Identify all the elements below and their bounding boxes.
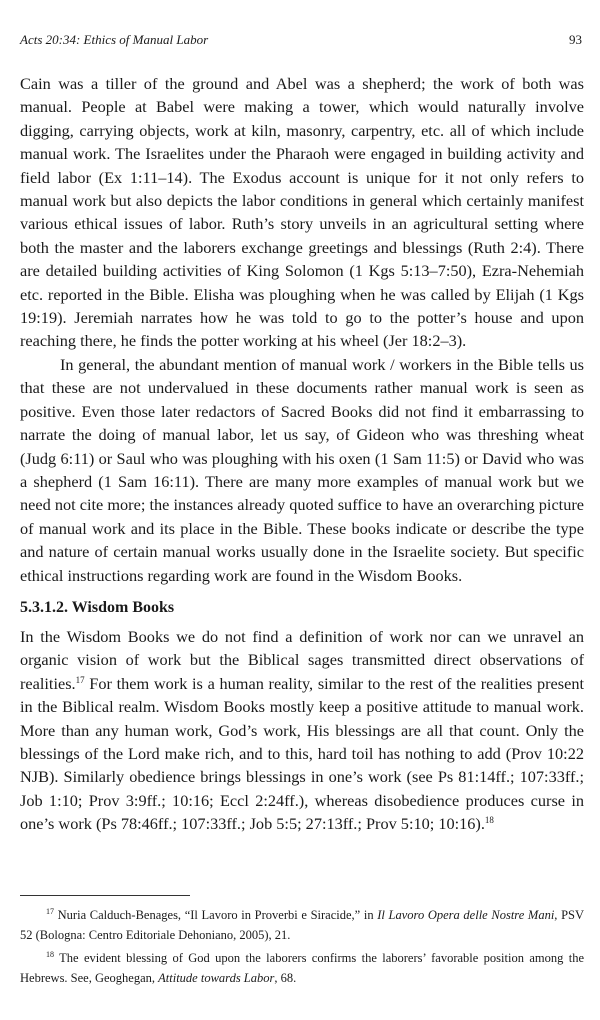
footnote-title: Il Lavoro Opera delle Nostre Mani [377,908,555,922]
page-number: 93 [569,32,582,47]
paragraph [20,625,584,836]
running-header [20,32,582,48]
paragraph: In general, the abundant mention of manual work / workers in the Bible tells us that these are not undervalued in these documents rather manual work is seen as positive. Even those later redactors of Sacred Books did not find it embarrassing to narrate the doing of manual labor, let us say, of Gideon who was threshing wheat (Judg 6:11) or Saul who was ploughing with his oxen (1 Sam 11:5) or David who was a shepherd (1 Sam 16:11). There are many more examples of manual work but we need not cite more; the instances already quoted suffice to have an overarching picture of manual work and its place in the Bible. These books indicate or describe the type and nature of certain manual works usually done in the Israelite society. But specific ethical instructions regarding work are found in the Wisdom Books. [20,354,584,585]
paragraph: Cain was a tiller of the ground and Abel was a shepherd; the work of both was manual. People at Babel were making a tower, which would naturally involve digging, carrying objects, work at kiln, masonry, carpentry, etc. all of which include manual work. The Israelites under the Pharaoh were engaged in building activity and field labor (Ex 1:11–14). The Exodus account is unique for it not only refers to manual work but also depicts the labor conditions in general which certainly manifest various ethical issues of labor. Ruth’s story unveils in an agricultural setting where both the master and the laborers exchange greetings and blessings (Ruth 2:4). There are detailed building activities of King Solomon (1 Kgs 5:13–7:50), Ezra-Nehemiah etc. reported in the Bible. Elisha was ploughing when he was called by Elijah (1 Kgs 19:19). Jeremiah narrates how he was told to go to the potter’s house and upon reaching there, he finds the potter working at his wheel (Jer 18:2–3). [20,74,584,351]
footnote-divider [20,895,190,896]
footnote-number: 17 [46,907,54,916]
paragraph-text: For them work is a human reality, similar to the rest of the realities present in the Biblical realm. Wisdom Books mostly keep a positive attitude to manual work. More than any human work, God’s work, His blessings are all that count. Only the blessings of the Lord make rich, and to this, hard toil has nothing to add (Prov 10:22 NJB). Similarly obedience brings blessings in one’s work (see Ps 81:14ff.; 107:33ff.; Job 1:10; Prov 3:9ff.; 10:16; Eccl 2:24ff.), whereas disobedience produces curse in one’s work (Ps 78:46ff.; 107:33ff.; Job 5:5; 27:13ff.; Prov 5:10; 10:16). [20,673,584,834]
footnote-ref-18[interactable]: 18 [484,815,494,826]
main-text [20,72,584,836]
footnote-title: Attitude towards Labor [158,970,275,985]
running-title: Acts 20:34: Ethics of Manual Labor [20,32,209,47]
footnotes [20,906,584,992]
footnote-text: Nuria Calduch-Benages, “Il Lavoro in Proverbi e Siracide,” in [57,908,378,922]
footnote-17 [20,906,584,945]
footnote-text: , PSV 52 (Bologna: Centro Editoriale Dehoniano, 2005), 21. [20,908,585,942]
section-heading: 5.3.1.2. Wisdom Books [20,598,175,616]
footnote-ref-17[interactable]: 17 [75,674,85,685]
footnote-number: 18 [46,950,54,959]
paragraph-text: In the Wisdom Books we do not find a definition of work nor can we unravel an organic vision of work but the Biblical sages transmitted direct observations of realities. [20,626,584,693]
footnote-text: The evident blessing of God upon the laborers confirms the laborers’ favorable position among the Hebrews. See, Geoghegan, [20,951,584,985]
footnote-text: , 68. [274,970,297,985]
footnote-18 [20,949,584,988]
